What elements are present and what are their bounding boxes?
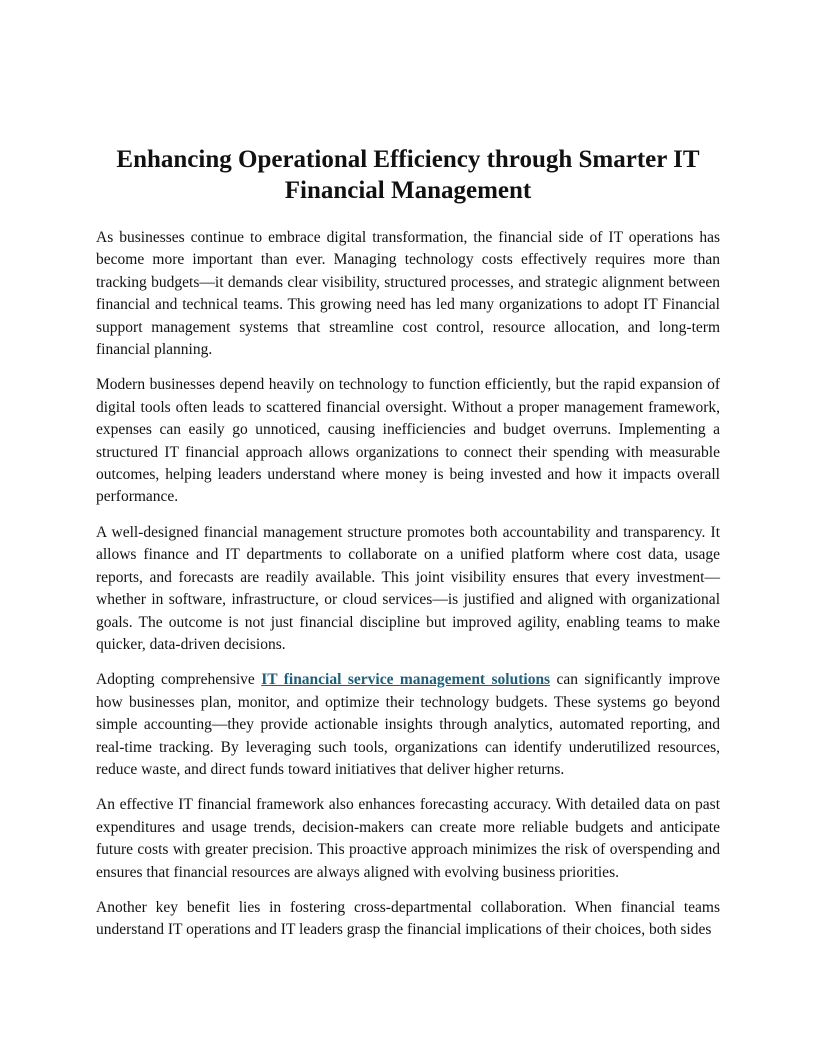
- paragraph-4: [96, 669, 720, 781]
- paragraph-4-after: can significantly improve how businesses plan, monitor, and optimize their technology budgets. These systems go beyond simple accounting—they provide actionable insights through analytics, automated reporting, and real-time tracking. By leveraging such tools, organizations can identify underutilized resources, reduce waste, and direct funds toward initiatives that deliver higher returns.: [96, 671, 720, 778]
- paragraph-2: Modern businesses depend heavily on technology to function efficiently, but the rapid expansion of digital tools often leads to scattered financial oversight. Without a proper management framework, expenses can easily go unnoticed, causing inefficiencies and budget overruns. Implementing a structured IT financial approach allows organizations to connect their spending with measurable outcomes, helping leaders understand where money is being invested and how it impacts overall performance.: [96, 376, 720, 506]
- paragraph-6: Another key benefit lies in fostering cross-departmental collaboration. When financial teams understand IT operations and IT leaders grasp the financial implications of their choices, both sides: [96, 898, 720, 939]
- paragraph-1: As businesses continue to embrace digital transformation, the financial side of IT operations has become more important than ever. Managing technology costs effectively requires more than tracking budgets—it demands clear visibility, structured processes, and strategic alignment between financial and technical teams. This growing need has led many organizations to adopt IT Financial support management systems that streamline cost control, resource allocation, and long-term financial planning.: [96, 229, 720, 359]
- document-title: Enhancing Operational Efficiency through Smarter IT Financial Management: [116, 146, 700, 204]
- it-financial-solutions-link[interactable]: IT financial service management solutions: [261, 671, 551, 689]
- paragraph-4-before: Adopting comprehensive: [96, 671, 262, 689]
- paragraph-5: An effective IT financial framework also enhances forecasting accuracy. With detailed data on past expenditures and usage trends, decision-makers can create more reliable budgets and anticipate future costs with greater precision. This proactive approach minimizes the risk of overspending and ensures that financial resources are always aligned with evolving business priorities.: [96, 796, 720, 881]
- paragraph-3: A well-designed financial management structure promotes both accountability and transparency. It allows finance and IT departments to collaborate on a unified platform where cost data, usage reports, and forecasts are readily available. This joint visibility ensures that every investment—whether in software, infrastructure, or cloud services—is justified and aligned with organizational goals. The outcome is not just financial discipline but improved agility, enabling teams to make quicker, data-driven decisions.: [96, 523, 720, 653]
- document-body: [96, 227, 720, 942]
